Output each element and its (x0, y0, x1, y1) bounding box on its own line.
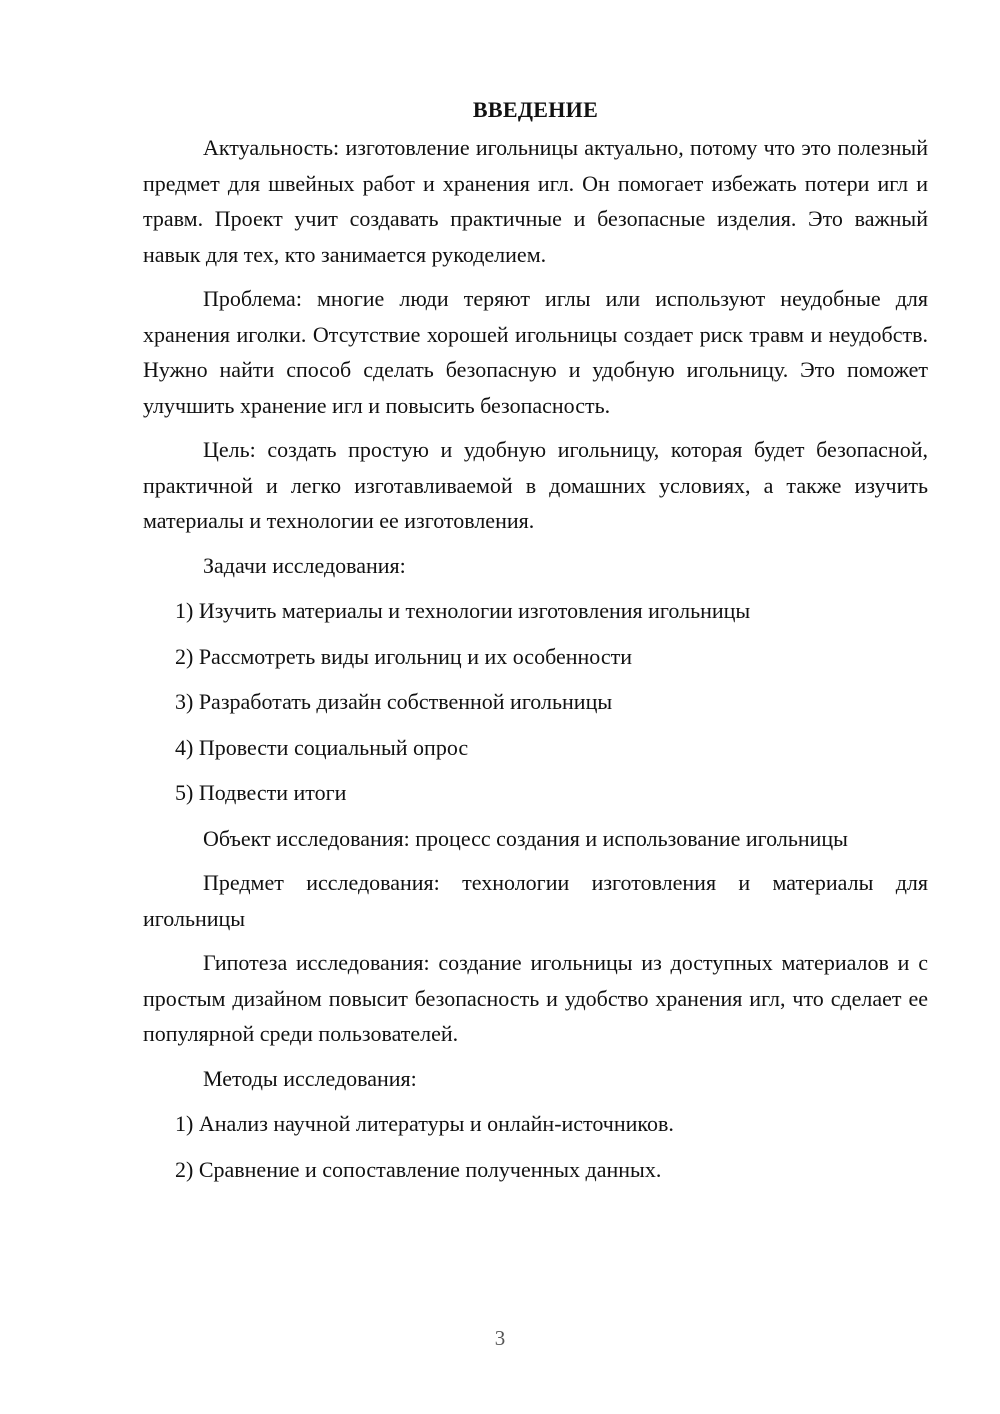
methods-list (143, 1106, 928, 1187)
method-item: 2) Сравнение и сопоставление полученных данных. (175, 1156, 662, 1182)
goal-paragraph: Цель: создать простую и удобную игольницу, которая будет безопасной, практичной и легко изготавливаемой в домашних условиях, а также изучить материалы и технологии ее изготовления. (143, 437, 928, 533)
methods-label: Методы исследования: (203, 1065, 417, 1091)
page-number: 3 (494, 1326, 506, 1350)
problem-paragraph: Проблема: многие люди теряют иглы или используют неудобные для хранения иголки. Отсутствие хорошей игольницы создает риск травм и неудобств. Нужно найти способ сделать безопасную и удобную игольницу. Это поможет улучшить хранение игл и повысить безопасность. (143, 286, 928, 418)
section-title: ВВЕДЕНИЕ (472, 97, 599, 122)
task-item: 2) Рассмотреть виды игольниц и их особенности (175, 643, 632, 669)
task-item: 5) Подвести итоги (175, 780, 347, 805)
subject-paragraph: Предмет исследования: технологии изготовления и материалы для игольницы (143, 870, 928, 931)
relevance-paragraph: Актуальность: изготовление игольницы актуально, потому что это полезный предмет для швейных работ и хранения игл. Он помогает избежать потери игл и травм. Проект учит создавать практичные и безопасные изделия. Это важный навык для тех, кто занимается рукоделием. (143, 135, 928, 267)
task-item: 3) Разработать дизайн собственной игольницы (175, 689, 613, 714)
task-item: 4) Провести социальный опрос (175, 734, 469, 760)
task-item: 1) Изучить материалы и технологии изготовления игольницы (175, 598, 751, 623)
document-page (143, 92, 928, 1197)
hypothesis-paragraph: Гипотеза исследования: создание игольницы из доступных материалов и с простым дизайном повысит безопасность и удобство хранения игл, что сделает ее популярной среди пользователей. (143, 950, 928, 1046)
tasks-list (143, 593, 928, 811)
tasks-label: Задачи исследования: (203, 552, 406, 578)
object-paragraph: Объект исследования: процесс создания и использование игольницы (203, 825, 848, 851)
method-item: 1) Анализ научной литературы и онлайн-источников. (175, 1111, 674, 1136)
